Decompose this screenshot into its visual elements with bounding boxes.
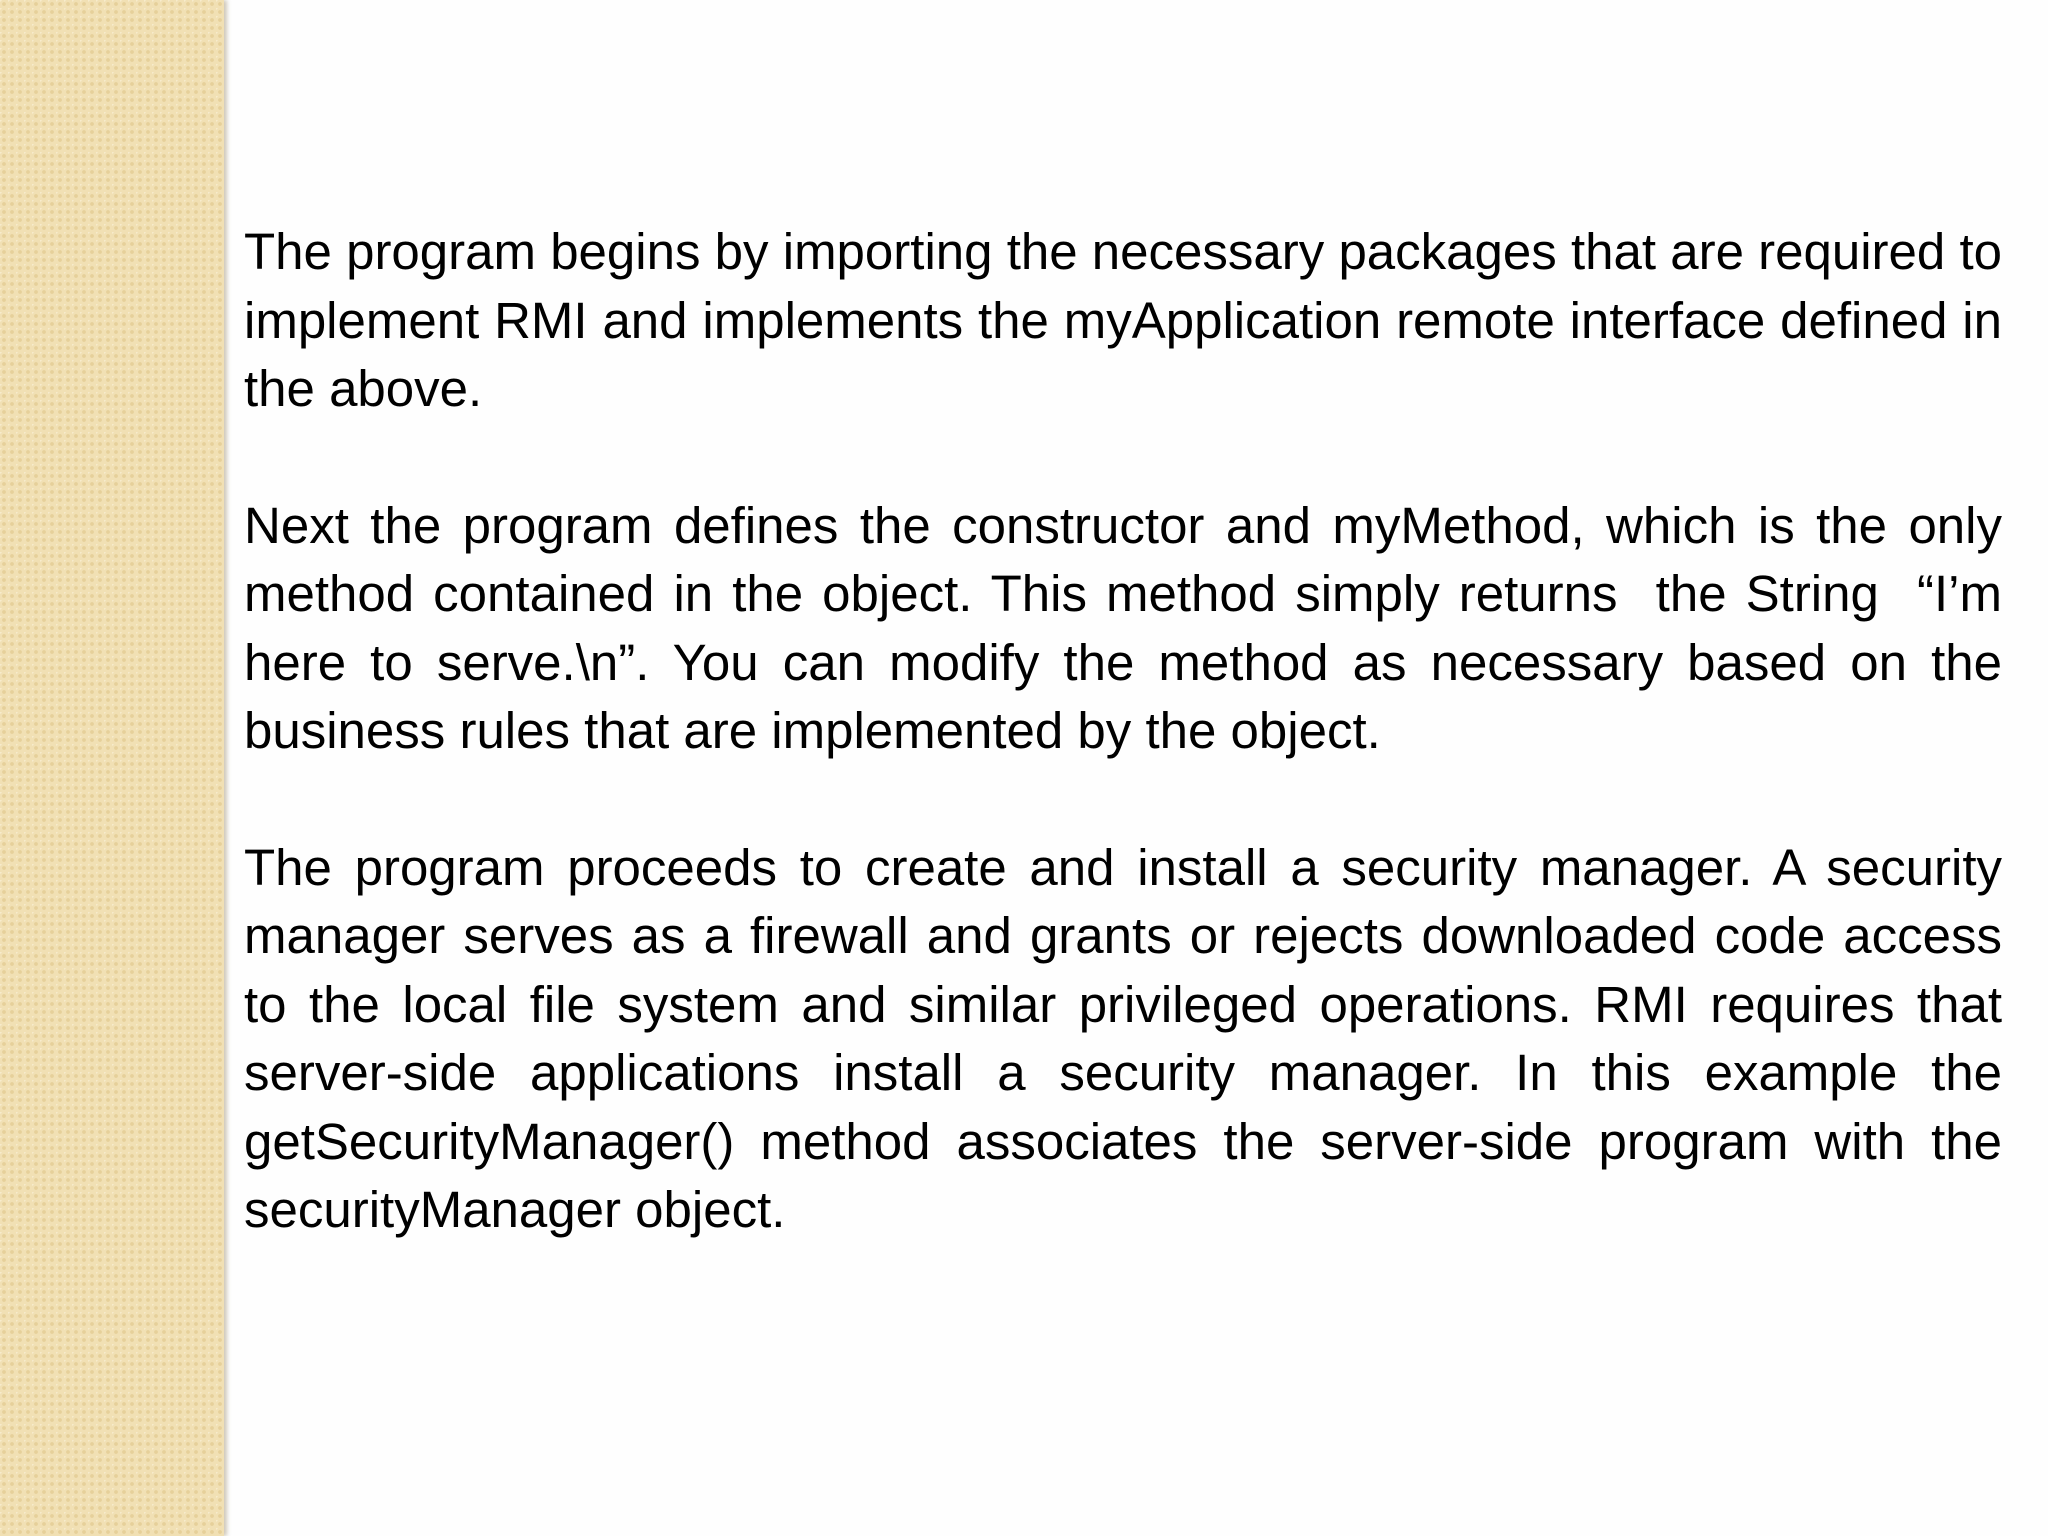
decorative-side-band	[0, 0, 224, 1536]
paragraph-imports: The program begins by importing the necessary packages that are required to implement RMI and implements the myApplication remote interface defined in the above.	[244, 223, 2017, 417]
slide-body	[244, 218, 2017, 1313]
paragraph-security-manager: The program proceeds to create and install a security manager. A security manager serves as a firewall and grants or rejects downloaded code access to the local file system and similar privileged operations. RMI requires that server-side applications install a security manager. In this example the getSecurityManager() method associates the server-side program with the securityManager object.	[244, 838, 2017, 1238]
paragraph-constructor: Next the program defines the constructor and myMethod, which is the only method contained in the object. This method simply returns the String “I’m here to serve.\n”. You can modify the method as necessary based on the business rules that are implemented by the object.	[244, 496, 2017, 759]
